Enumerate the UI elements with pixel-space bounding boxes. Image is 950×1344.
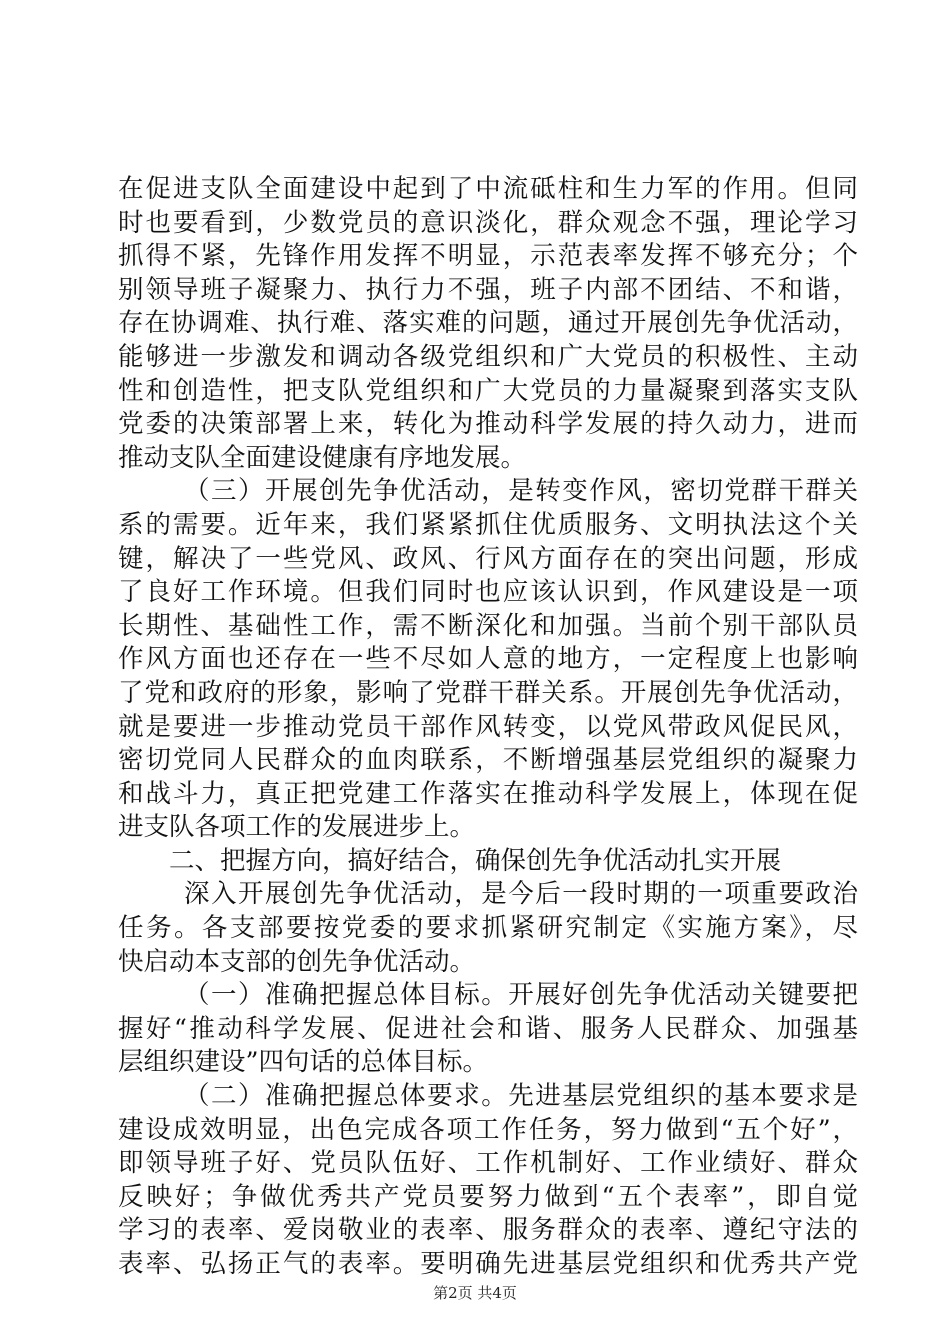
text-line-30: 即领导班子好、党员队伍好、工作机制好、工作业绩好、群众 xyxy=(118,1148,858,1179)
text-line-27: 层组织建设”四句话的总体目标。 xyxy=(118,1047,489,1078)
text-line-9: 推动支队全面建设健康有序地发展。 xyxy=(118,442,527,473)
text-line-7: 性和创造性，把支队党组织和广大党员的力量凝聚到落实支队 xyxy=(118,375,858,406)
text-line-12: 键，解决了一些党风、政风、行风方面存在的突出问题，形成 xyxy=(118,543,858,574)
text-line-15: 作风方面也还存在一些不尽如人意的地方，一定程度上也影响 xyxy=(118,644,858,675)
text-line-6: 能够进一步激发和调动各级党组织和广大党员的积极性、主动 xyxy=(118,341,858,372)
text-line-33: 表率、弘扬正气的表率。要明确先进基层党组织和优秀共产党 xyxy=(118,1249,858,1279)
text-line-4: 别领导班子凝聚力、执行力不强，班子内部不团结、不和谐， xyxy=(118,274,858,305)
text-line-17: 就是要进一步推动党员干部作风转变，以党风带政风促民风， xyxy=(118,711,858,742)
text-line-23: 任务。各支部要按党委的要求抓紧研究制定《实施方案》，尽 xyxy=(118,913,858,944)
text-line-10: （三）开展创先争优活动，是转变作风，密切党群干群关 xyxy=(184,476,858,507)
text-line-19: 和战斗力，真正把党建工作落实在推动科学发展上，体现在促 xyxy=(118,778,858,809)
text-line-22: 深入开展创先争优活动，是今后一段时期的一项重要政治 xyxy=(184,879,858,910)
text-line-13: 了良好工作环境。但我们同时也应该认识到，作风建设是一项 xyxy=(118,577,858,608)
text-line-26: 握好“推动科学发展、促进社会和谐、服务人民群众、加强基 xyxy=(118,1013,858,1044)
text-line-11: 系的需要。近年来，我们紧紧抓住优质服务、文明执法这个关 xyxy=(118,509,858,540)
page-indicator: 第2页 共4页 xyxy=(433,1284,517,1302)
text-line-14: 长期性、基础性工作，需不断深化和加强。当前个别干部队员 xyxy=(118,610,858,641)
text-line-3: 抓得不紧，先锋作用发挥不明显，示范表率发挥不够充分；个 xyxy=(118,241,858,272)
text-line-5: 存在协调难、执行难、落实难的问题，通过开展创先争优活动， xyxy=(118,308,858,339)
text-line-1: 在促进支队全面建设中起到了中流砥柱和生力军的作用。但同 xyxy=(118,174,858,204)
text-line-20: 进支队各项工作的发展进步上。 xyxy=(118,812,476,843)
text-line-25: （一）准确把握总体目标。开展好创先争优活动关键要把 xyxy=(184,980,858,1011)
section-heading: 二、把握方向，搞好结合，确保创先争优活动扎实开展 xyxy=(169,845,782,876)
text-line-8: 党委的决策部署上来，转化为推动科学发展的持久动力，进而 xyxy=(118,409,858,440)
text-line-2: 时也要看到，少数党员的意识淡化，群众观念不强，理论学习 xyxy=(118,207,858,238)
page-footer xyxy=(0,1283,950,1303)
text-line-18: 密切党同人民群众的血肉联系，不断增强基层党组织的凝聚力 xyxy=(118,745,858,776)
text-line-32: 学习的表率、爱岗敬业的表率、服务群众的表率、遵纪守法的 xyxy=(118,1215,858,1246)
document-body xyxy=(118,173,858,1282)
text-line-29: 建设成效明显，出色完成各项工作任务，努力做到“五个好”， xyxy=(118,1114,858,1145)
text-line-24: 快启动本支部的创先争优活动。 xyxy=(118,946,476,977)
text-line-16: 了党和政府的形象，影响了党群干群关系。开展创先争优活动， xyxy=(118,677,858,708)
text-line-31: 反映好；争做优秀共产党员要努力做到“五个表率”，即自觉 xyxy=(118,1181,858,1212)
text-line-28: （二）准确把握总体要求。先进基层党组织的基本要求是 xyxy=(184,1081,858,1112)
